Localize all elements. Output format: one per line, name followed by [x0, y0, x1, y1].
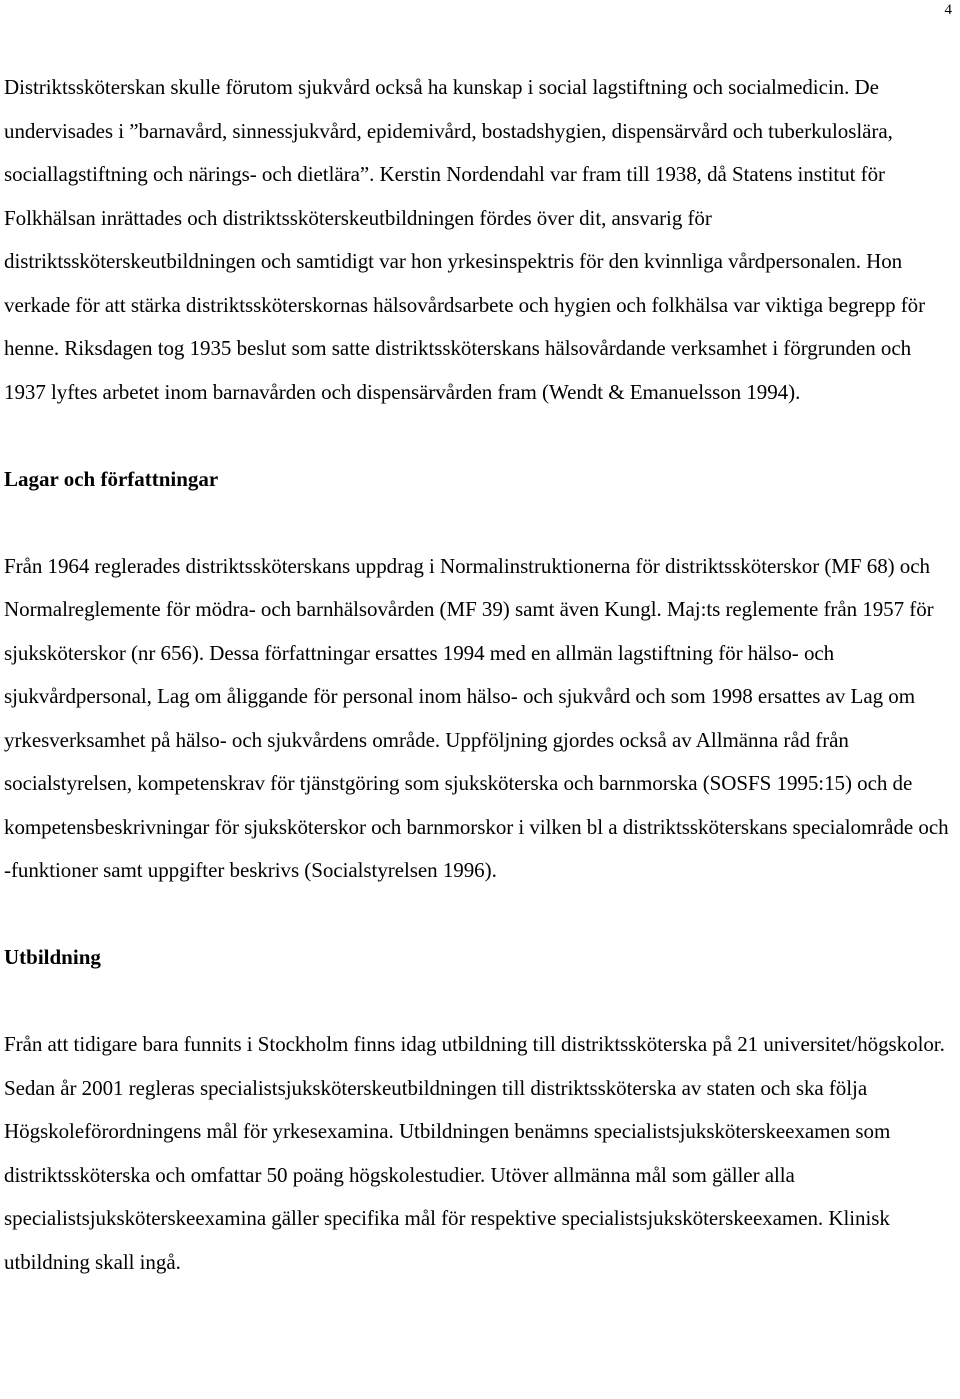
document-body — [4, 66, 952, 1284]
intro-paragraph: Distriktssköterskan skulle förutom sjukvård också ha kunskap i social lagstiftning och socialmedicin. De undervisades i ”barnavård, sinnessjukvård, epidemivård, bostadshygien, dispensärvård och tuberkuloslära, sociallagstiftning och närings- och dietlära”. Kerstin Nordendahl var fram till 1938, då Statens institut för Folkhälsan inrättades och distriktssköterskeutbildningen fördes över dit, ansvarig för distriktssköterskeutbildningen och samtidigt var hon yrkesinspektris för den kvinnliga vårdpersonalen. Hon verkade för att stärka distriktssköterskornas hälsovårdsarbete och hygien och folkhälsa var viktiga begrepp för henne. Riksdagen tog 1935 beslut som satte distriktssköterskans hälsovårdande verksamhet i förgrunden och 1937 lyftes arbetet inom barnavården och dispensärvården fram (Wendt & Emanuelsson 1994). — [4, 75, 926, 404]
spacer — [4, 893, 952, 937]
section-heading-lagar: Lagar och författningar — [4, 466, 219, 491]
page-number: 4 — [944, 2, 952, 18]
utbildning-paragraph: Från att tidigare bara funnits i Stockholm finns idag utbildning till distriktssköterska på 21 universitet/högskolor. Sedan år 2001 regleras specialistsjuksköterskeutbildningen till distriktssköterska av staten och ska följa Högskoleförordningens mål för yrkesexamina. Utbildningen benämns specialistsjuksköterskeexamen som distriktssköterska och omfattar 50 poäng högskolestudier. Utöver allmänna mål som gäller alla specialistsjuksköterskeexamina gäller specifika mål för respektive specialistsjuksköterskeexamen. Klinisk utbildning skall ingå. — [4, 1032, 945, 1274]
spacer — [4, 414, 952, 458]
spacer — [4, 501, 952, 545]
spacer — [4, 980, 952, 1024]
lagar-paragraph: Från 1964 reglerades distriktssköterskans uppdrag i Normalinstruktionerna för distriktssköterskor (MF 68) och Normalreglemente för mödra- och barnhälsovården (MF 39) samt även Kungl. Maj:ts reglemente från 1957 för sjuksköterskor (nr 656). Dessa författningar ersattes 1994 med en allmän lagstiftning för hälso- och sjukvårdpersonal, Lag om åliggande för personal inom hälso- och sjukvård och som 1998 ersattes av Lag om yrkesverksamhet på hälso- och sjukvårdens område. Uppföljning gjordes också av Allmänna råd från socialstyrelsen, kompetenskrav för tjänstgöring som sjuksköterska och barnmorska (SOSFS 1995:15) och de kompetensbeskrivningar för sjuksköterskor och barnmorskor i vilken bl a distriktssköterskans specialområde och -funktioner samt uppgifter beskrivs (Socialstyrelsen 1996). — [4, 553, 949, 882]
section-heading-utbildning: Utbildning — [4, 945, 101, 969]
